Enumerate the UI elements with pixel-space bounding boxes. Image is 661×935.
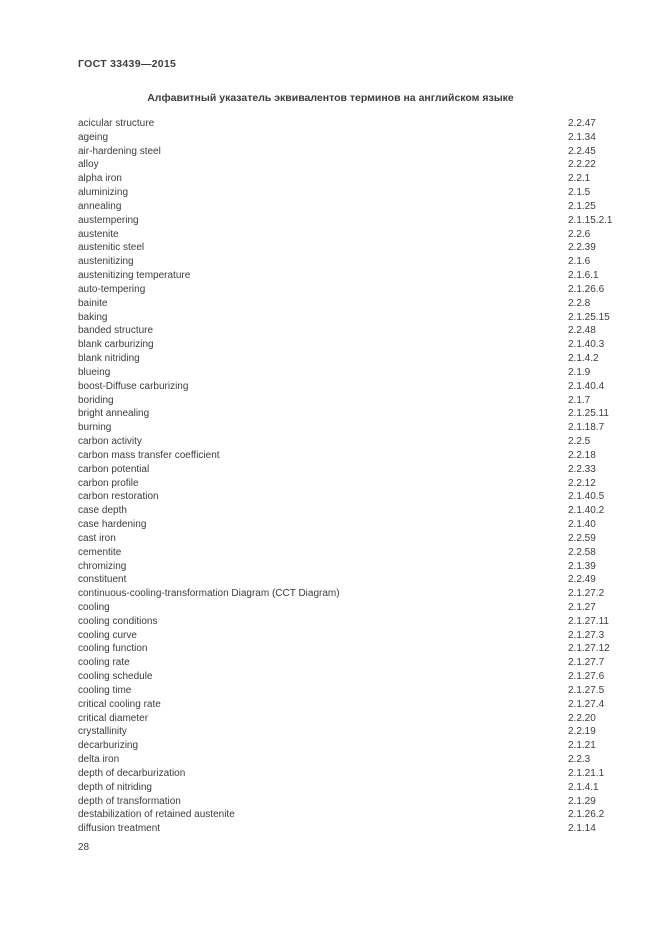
term-label: austempering — [78, 214, 139, 226]
term-label: carbon mass transfer coefficient — [78, 449, 220, 461]
index-row — [78, 435, 613, 449]
index-row — [78, 795, 613, 809]
ref-number: 2.1.40.3 — [568, 339, 605, 351]
term-label: constituent — [78, 574, 127, 586]
index-row — [78, 822, 613, 836]
index-row — [78, 255, 613, 269]
ref-number: 2.2.58 — [568, 546, 596, 558]
term-label: crystallinity — [78, 726, 127, 738]
term-label: depth of transformation — [78, 795, 181, 807]
ref-number: 2.1.6 — [568, 256, 591, 268]
term-label: diffusion treatment — [78, 823, 161, 835]
term-label: banded structure — [78, 325, 154, 337]
term-label: destabilization of retained austenite — [78, 809, 235, 821]
ref-number: 2.2.3 — [568, 754, 591, 766]
term-label: case depth — [78, 505, 127, 517]
index-row — [78, 684, 613, 698]
term-label: annealing — [78, 200, 122, 212]
term-label: acicular structure — [78, 118, 155, 129]
ref-number: 2.1.21 — [568, 740, 596, 752]
ref-number: 2.1.25.15 — [568, 311, 610, 323]
index-row — [78, 808, 613, 822]
ref-number: 2.2.12 — [568, 477, 596, 489]
term-label: baking — [78, 311, 108, 323]
index-row — [78, 753, 613, 767]
term-label: chromizing — [78, 560, 127, 572]
ref-number: 2.1.29 — [568, 795, 596, 807]
ref-number: 2.2.18 — [568, 449, 596, 461]
ref-number: 2.1.9 — [568, 366, 591, 378]
index-row — [78, 228, 613, 242]
ref-number: 2.1.34 — [568, 131, 596, 143]
term-label: cast iron — [78, 532, 116, 544]
term-label: austenitic steel — [78, 242, 145, 254]
term-label: blank nitriding — [78, 353, 140, 365]
ref-number: 2.1.27.4 — [568, 698, 605, 710]
term-label: ageing — [78, 131, 109, 143]
index-row — [78, 214, 613, 228]
ref-number: 2.2.59 — [568, 532, 596, 544]
index-row — [78, 546, 613, 560]
ref-number: 2.2.33 — [568, 463, 596, 475]
ref-number: 2.1.39 — [568, 560, 596, 572]
term-label: cooling — [78, 601, 110, 613]
ref-number: 2.1.40 — [568, 519, 596, 531]
index-row — [78, 117, 613, 131]
index-row — [78, 269, 613, 283]
index-row — [78, 477, 613, 491]
index-row — [78, 781, 613, 795]
page-title: Алфавитный указатель эквивалентов терминов на английском языке — [147, 92, 514, 104]
term-label: critical cooling rate — [78, 698, 161, 710]
page-number: 28 — [78, 842, 90, 853]
term-label: blueing — [78, 366, 111, 378]
ref-number: 2.1.27.7 — [568, 657, 605, 669]
index-row — [78, 131, 613, 145]
index-row — [78, 490, 613, 504]
term-label: cooling rate — [78, 657, 130, 669]
term-label: cooling time — [78, 684, 132, 696]
ref-number: 2.1.26.2 — [568, 809, 605, 821]
term-label: delta iron — [78, 754, 120, 766]
ref-number: 2.2.8 — [568, 297, 591, 309]
index-row — [78, 366, 613, 380]
index-row — [78, 449, 613, 463]
ref-number: 2.2.19 — [568, 726, 596, 738]
ref-number: 2.1.27.12 — [568, 643, 610, 655]
ref-number: 2.2.1 — [568, 173, 591, 185]
index-row — [78, 642, 613, 656]
term-label: blank carburizing — [78, 339, 154, 351]
ref-number: 2.1.27.3 — [568, 629, 605, 641]
term-label: cooling conditions — [78, 615, 158, 627]
term-label: austenitizing — [78, 256, 134, 268]
term-label: boost-Diffuse carburizing — [78, 380, 189, 392]
index-row — [78, 172, 613, 186]
ref-number: 2.1.15.2.1 — [568, 214, 613, 226]
index-row — [78, 311, 613, 325]
index-row — [78, 615, 613, 629]
index-row — [78, 656, 613, 670]
index-row — [78, 712, 613, 726]
ref-number: 2.1.26.6 — [568, 283, 605, 295]
term-label: depth of decarburization — [78, 767, 186, 779]
index-row — [78, 421, 613, 435]
ref-number: 2.2.5 — [568, 436, 591, 448]
index-row — [78, 407, 613, 421]
ref-number: 2.1.40.2 — [568, 505, 605, 517]
ref-number: 2.1.27.2 — [568, 588, 605, 600]
ref-number: 2.2.20 — [568, 712, 596, 724]
ref-number: 2.1.21.1 — [568, 767, 605, 779]
term-label: depth of nitriding — [78, 781, 152, 793]
term-label: alloy — [78, 159, 99, 171]
index-row — [78, 629, 613, 643]
index-row — [78, 352, 613, 366]
term-label: carbon restoration — [78, 491, 159, 503]
ref-number: 2.2.6 — [568, 228, 591, 240]
term-label: cooling curve — [78, 629, 137, 641]
index-row — [78, 504, 613, 518]
term-label: continuous-cooling-transformation Diagram (CCT Diagram) — [78, 588, 340, 600]
term-label: decarburizing — [78, 740, 139, 752]
term-label: austenitizing temperature — [78, 270, 191, 282]
ref-number: 2.1.14 — [568, 823, 596, 835]
term-label: aluminizing — [78, 187, 129, 199]
index-row — [78, 573, 613, 587]
index-row — [78, 145, 613, 159]
term-label: critical diameter — [78, 712, 149, 724]
ref-number: 2.2.45 — [568, 145, 596, 157]
term-label: cooling schedule — [78, 671, 153, 683]
ref-number: 2.1.27.6 — [568, 671, 605, 683]
index-row — [78, 739, 613, 753]
term-label: auto-tempering — [78, 283, 146, 295]
ref-number: 2.2.48 — [568, 325, 596, 337]
term-label: bright annealing — [78, 408, 150, 420]
term-label: burning — [78, 422, 112, 434]
index-row — [78, 587, 613, 601]
term-label: air-hardening steel — [78, 145, 161, 157]
index-row — [78, 601, 613, 615]
index-row — [78, 241, 613, 255]
ref-number: 2.1.27 — [568, 601, 596, 613]
ref-number: 2.1.5 — [568, 187, 591, 199]
index-list — [78, 117, 613, 836]
term-label: austenite — [78, 228, 119, 240]
index-row — [78, 518, 613, 532]
index-row — [78, 186, 613, 200]
term-label: carbon potential — [78, 463, 150, 475]
term-label: carbon profile — [78, 477, 139, 489]
ref-number: 2.1.40.4 — [568, 380, 605, 392]
index-row — [78, 158, 613, 172]
ref-number: 2.1.25 — [568, 200, 596, 212]
ref-number: 2.1.40.5 — [568, 491, 605, 503]
ref-number: 2.2.39 — [568, 242, 596, 254]
index-row — [78, 560, 613, 574]
index-row — [78, 463, 613, 477]
term-label: bainite — [78, 297, 108, 309]
ref-number: 2.1.25.11 — [568, 408, 609, 420]
index-row — [78, 532, 613, 546]
ref-number: 2.1.6.1 — [568, 270, 599, 282]
term-label: boriding — [78, 394, 114, 406]
index-row — [78, 380, 613, 394]
index-row — [78, 324, 613, 338]
index-row — [78, 698, 613, 712]
index-row — [78, 283, 613, 297]
ref-number: 2.2.47 — [568, 118, 596, 129]
index-row — [78, 670, 613, 684]
term-label: case hardening — [78, 519, 147, 531]
term-label: carbon activity — [78, 436, 142, 448]
ref-number: 2.1.7 — [568, 394, 591, 406]
index-row — [78, 338, 613, 352]
ref-number: 2.2.49 — [568, 574, 596, 586]
ref-number: 2.1.27.5 — [568, 684, 605, 696]
index-row — [78, 725, 613, 739]
doc-number: ГОСТ 33439—2015 — [78, 58, 177, 70]
term-label: alpha iron — [78, 173, 122, 185]
index-row — [78, 297, 613, 311]
ref-number: 2.1.27.11 — [568, 615, 609, 627]
ref-number: 2.2.22 — [568, 159, 596, 171]
ref-number: 2.1.4.2 — [568, 353, 599, 365]
ref-number: 2.1.4.1 — [568, 781, 599, 793]
index-row — [78, 394, 613, 408]
term-label: cementite — [78, 546, 122, 558]
index-row — [78, 767, 613, 781]
index-row — [78, 200, 613, 214]
ref-number: 2.1.18.7 — [568, 422, 605, 434]
term-label: cooling function — [78, 643, 148, 655]
